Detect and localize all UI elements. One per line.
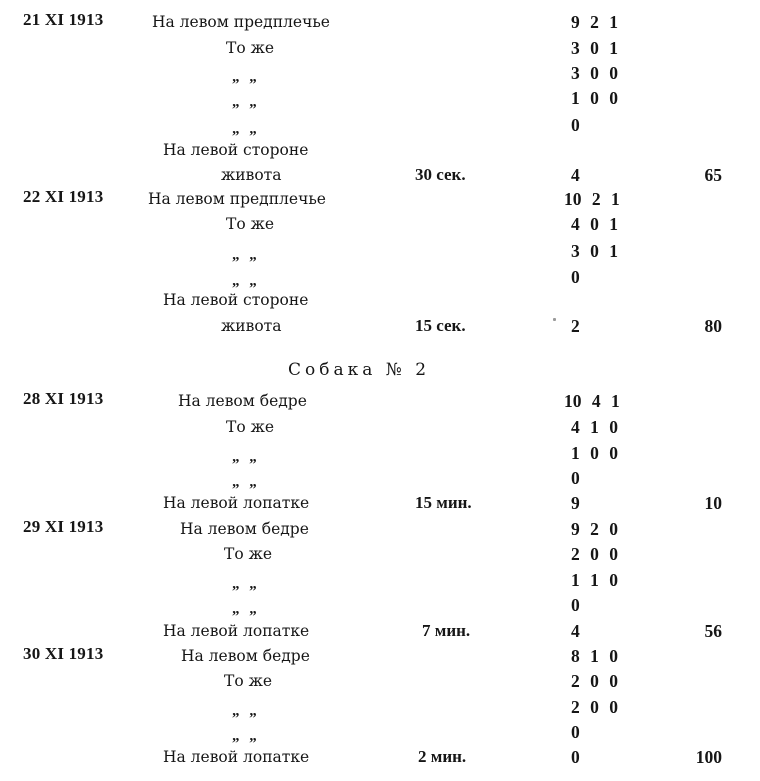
body-site: То же — [226, 39, 275, 57]
count-values: 2 0 0 — [571, 671, 618, 691]
entry-date: 29 XI 1913 — [23, 517, 104, 536]
entry-date: 28 XI 1913 — [23, 389, 104, 408]
count-values: 3 0 1 — [571, 241, 618, 261]
body-site: То же — [224, 672, 273, 690]
count-values: 0 — [571, 747, 580, 767]
count-values: 4 — [571, 165, 580, 185]
body-site: На левой стороне — [163, 141, 309, 159]
count-values: 4 1 0 — [571, 417, 618, 437]
ditto-mark: „ „ — [232, 601, 260, 617]
exposure-time: 7 мин. — [422, 621, 471, 640]
count-values: 1 0 0 — [571, 88, 618, 108]
count-values: 8 1 0 — [571, 646, 618, 666]
entry-date: 21 XI 1913 — [23, 10, 104, 29]
body-site: живота — [221, 317, 282, 335]
count-values: 3 0 1 — [571, 38, 618, 58]
count-values: 2 0 0 — [571, 697, 618, 717]
print-speck — [553, 318, 556, 321]
percent-value: 100 — [695, 747, 722, 767]
ditto-mark: „ „ — [232, 94, 260, 110]
exposure-time: 2 мин. — [418, 747, 467, 766]
ditto-mark: „ „ — [232, 703, 260, 719]
exposure-time: 15 сек. — [415, 316, 466, 335]
body-site: На левом предплечье — [148, 190, 326, 208]
body-site: То же — [226, 215, 275, 233]
body-site: На левом бедре — [181, 647, 310, 665]
count-values: 10 2 1 — [564, 189, 620, 209]
percent-value: 56 — [704, 621, 722, 641]
count-values: 0 — [571, 115, 580, 135]
percent-value: 80 — [704, 316, 722, 336]
exposure-time: 15 мин. — [415, 493, 472, 512]
count-values: 0 — [571, 267, 580, 287]
ditto-mark: „ „ — [232, 728, 260, 744]
count-values: 4 — [571, 621, 580, 641]
count-values: 4 0 1 — [571, 214, 618, 234]
ditto-mark: „ „ — [232, 69, 260, 85]
count-values: 9 2 0 — [571, 519, 618, 539]
percent-value: 65 — [704, 165, 722, 185]
count-values: 10 4 1 — [564, 391, 620, 411]
count-values: 9 2 1 — [571, 12, 618, 32]
body-site: То же — [224, 545, 273, 563]
count-values: 0 — [571, 468, 580, 488]
entry-date: 30 XI 1913 — [23, 644, 104, 663]
body-site: То же — [226, 418, 275, 436]
body-site: На левой стороне — [163, 291, 309, 309]
count-values: 1 0 0 — [571, 443, 618, 463]
body-site: На левом предплечье — [152, 13, 330, 31]
exposure-time: 30 сек. — [415, 165, 466, 184]
count-values: 1 1 0 — [571, 570, 618, 590]
entry-date: 22 XI 1913 — [23, 187, 104, 206]
percent-value: 10 — [704, 493, 722, 513]
section-heading: Собака № 2 — [288, 360, 431, 380]
count-values: 0 — [571, 722, 580, 742]
body-site: На левой лопатке — [163, 622, 310, 640]
ditto-mark: „ „ — [232, 247, 260, 263]
ditto-mark: „ „ — [232, 449, 260, 465]
count-values: 2 — [571, 316, 580, 336]
count-values: 9 — [571, 493, 580, 513]
body-site: На левом бедре — [178, 392, 307, 410]
count-values: 0 — [571, 595, 580, 615]
body-site: На левой лопатке — [163, 494, 310, 512]
count-values: 2 0 0 — [571, 544, 618, 564]
count-values: 3 0 0 — [571, 63, 618, 83]
ditto-mark: „ „ — [232, 576, 260, 592]
body-site: На левой лопатке — [163, 748, 310, 766]
ditto-mark: „ „ — [232, 273, 260, 289]
body-site: На левом бедре — [180, 520, 309, 538]
ditto-mark: „ „ — [232, 474, 260, 490]
ditto-mark: „ „ — [232, 121, 260, 137]
body-site: живота — [221, 166, 282, 184]
